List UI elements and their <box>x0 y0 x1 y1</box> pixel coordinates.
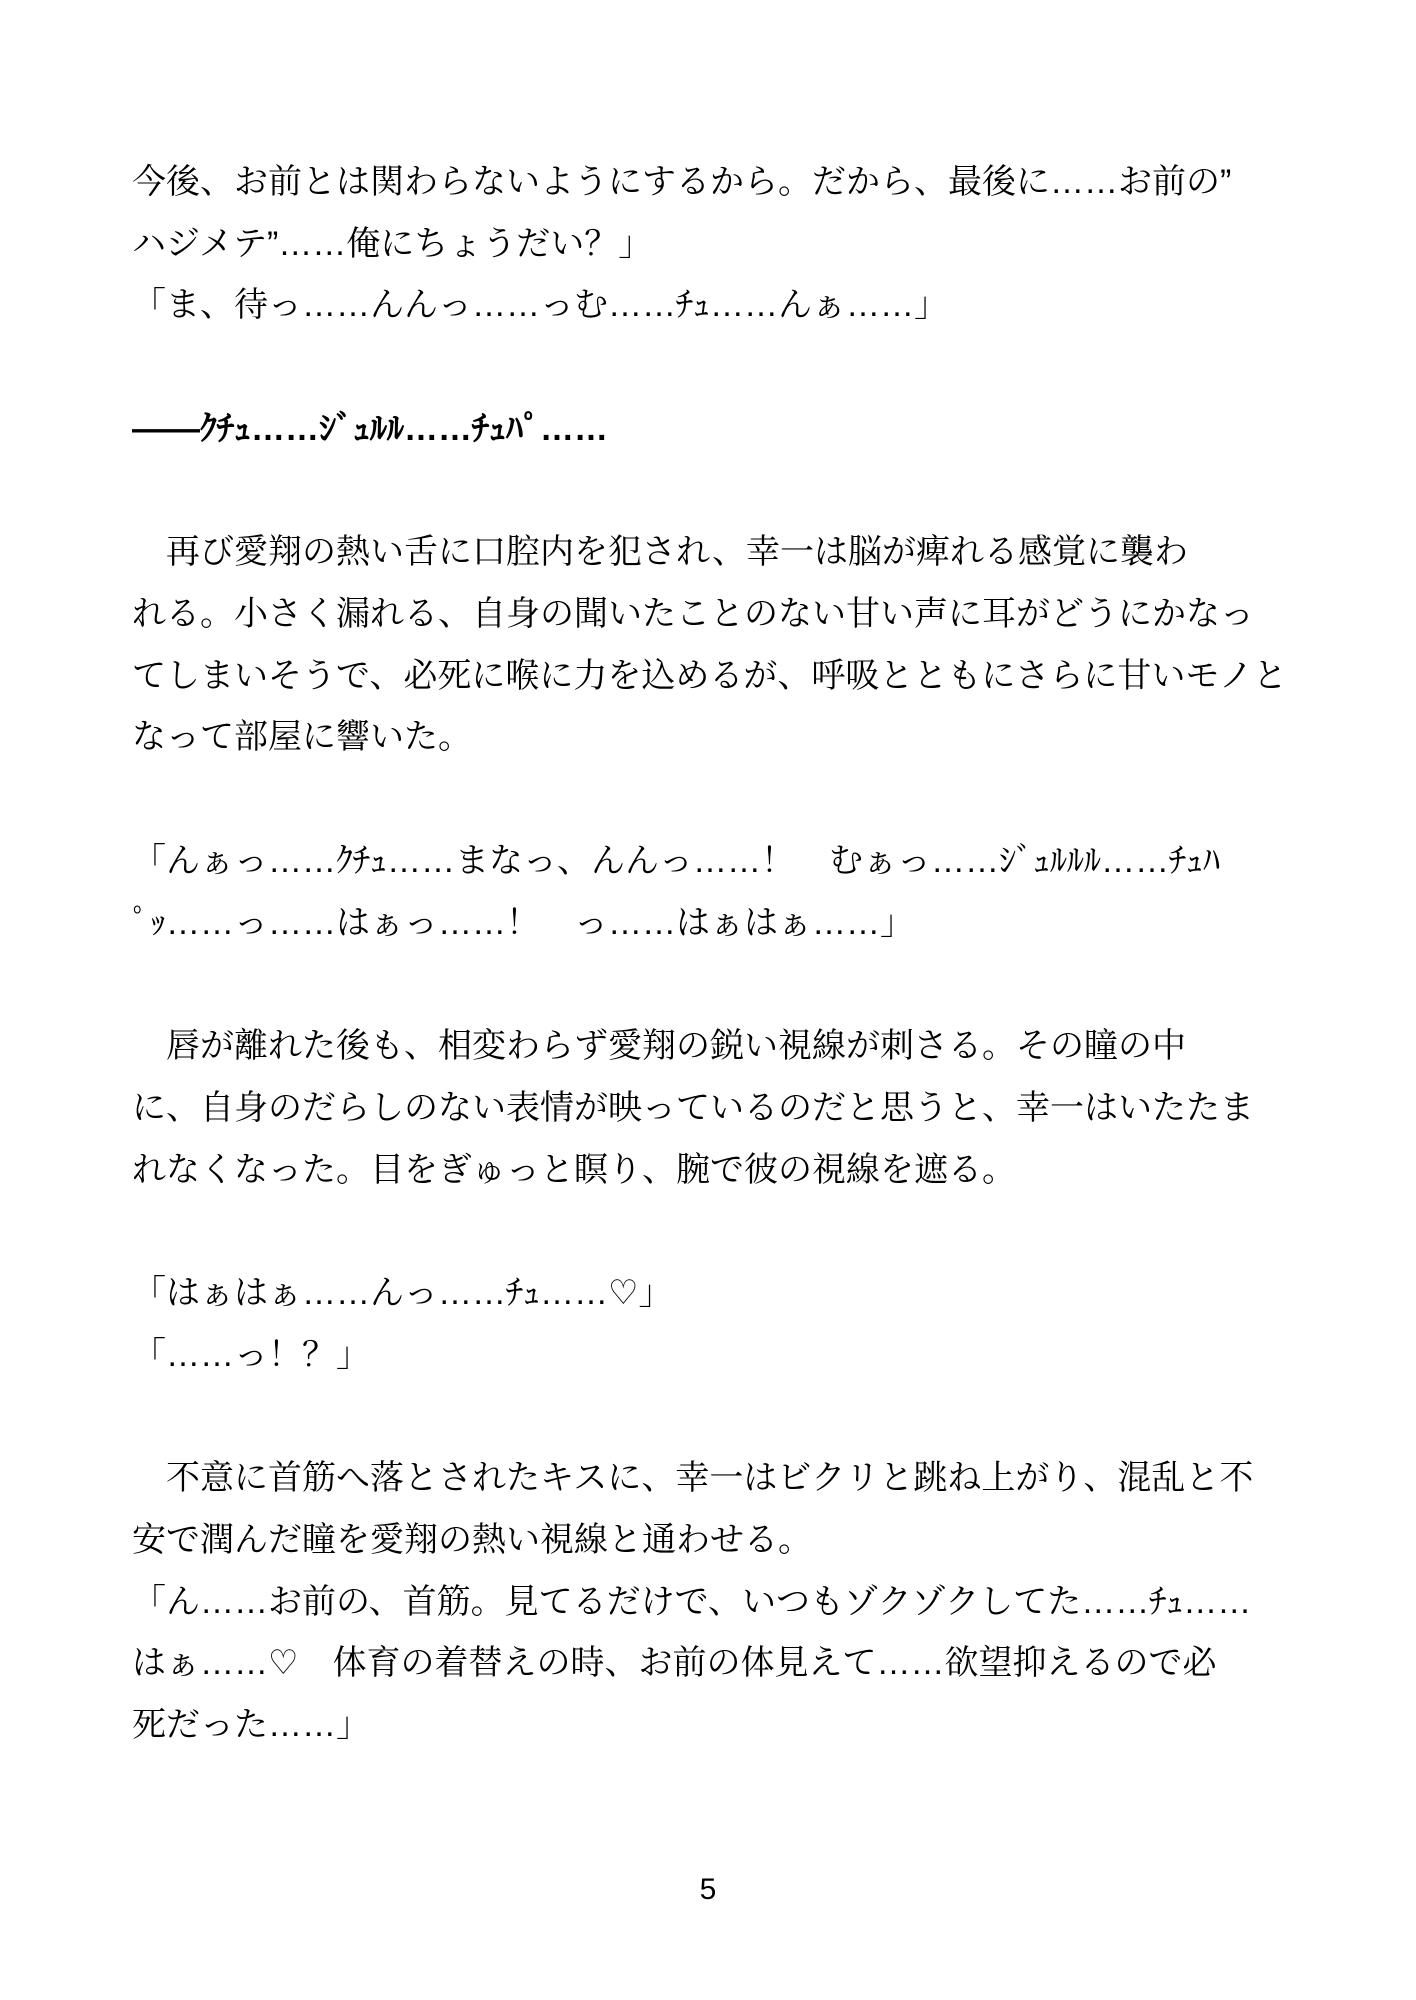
page-number: 5 <box>699 1873 717 1906</box>
text-line: 不意に首筋へ落とされたキスに、幸一はビクリと跳ね上がり、混乱と不 <box>132 1459 1254 1498</box>
text-line: 再び愛翔の熱い舌に口腔内を犯され、幸一は脳が痺れる感覚に襲わ <box>132 533 1189 572</box>
text-line: 「ま、待っ……んんっ……っむ……ﾁｭ……んぁ……」 <box>132 286 948 325</box>
text-line: ﾟｯ……っ……はぁっ……！ っ……はぁはぁ……」 <box>132 903 914 942</box>
text-line: 「んぁっ……ｸﾁｭ……まなっ、んんっ……！ むぁっ……ｼﾞｭﾙﾙﾙ……ﾁｭﾊ <box>132 841 1220 880</box>
text-line <box>132 1386 1302 1448</box>
text-line: 「ん……お前の、首筋。見てるだけで、いつもゾクゾクしてた……ﾁｭ…… <box>132 1582 1252 1621</box>
text-line <box>132 337 1302 399</box>
text-line <box>132 769 1302 831</box>
text-line: れる。小さく漏れる、自身の聞いたことのない甘い声に耳がどうにかなっ <box>132 595 1254 634</box>
text-line: に、自身のだらしのない表情が映っているのだと思うと、幸一はいたたま <box>132 1088 1254 1127</box>
text-line: 「……っ！？」 <box>132 1335 370 1374</box>
text-line: てしまいそうで、必死に喉に力を込めるが、呼吸とともにさらに甘いモノと <box>132 656 1287 695</box>
text-line: 死だった……」 <box>132 1705 370 1744</box>
text-line: 安で潤んだ瞳を愛翔の熱い視線と通わせる。 <box>132 1520 812 1559</box>
text-line: ――ｸﾁｭ……ｼﾞｭﾙﾙ……ﾁｭﾊﾟ…… <box>132 409 608 448</box>
text-line: はぁ……♡ 体育の着替えの時、お前の体見えて……欲望抑えるので必 <box>132 1644 1217 1683</box>
text-line <box>132 1201 1302 1263</box>
text-line: 今後、お前とは関わらないようにするから。だから、最後に……お前の” <box>132 163 1232 201</box>
text-line <box>132 954 1302 1016</box>
text-line: なって部屋に響いた。 <box>132 718 472 757</box>
text-line <box>132 461 1302 523</box>
text-line: ハジメテ”……俺にちょうだい？」 <box>132 224 653 263</box>
text-line: 唇が離れた後も、相変わらず愛翔の鋭い視線が刺さる。その瞳の中 <box>132 1027 1186 1066</box>
body-text <box>132 152 1302 1757</box>
text-line: 「はぁはぁ……んっ……ﾁｭ……♡」 <box>132 1273 673 1312</box>
text-line: れなくなった。目をぎゅっと瞑り、腕で彼の視線を遮る。 <box>132 1150 1016 1189</box>
